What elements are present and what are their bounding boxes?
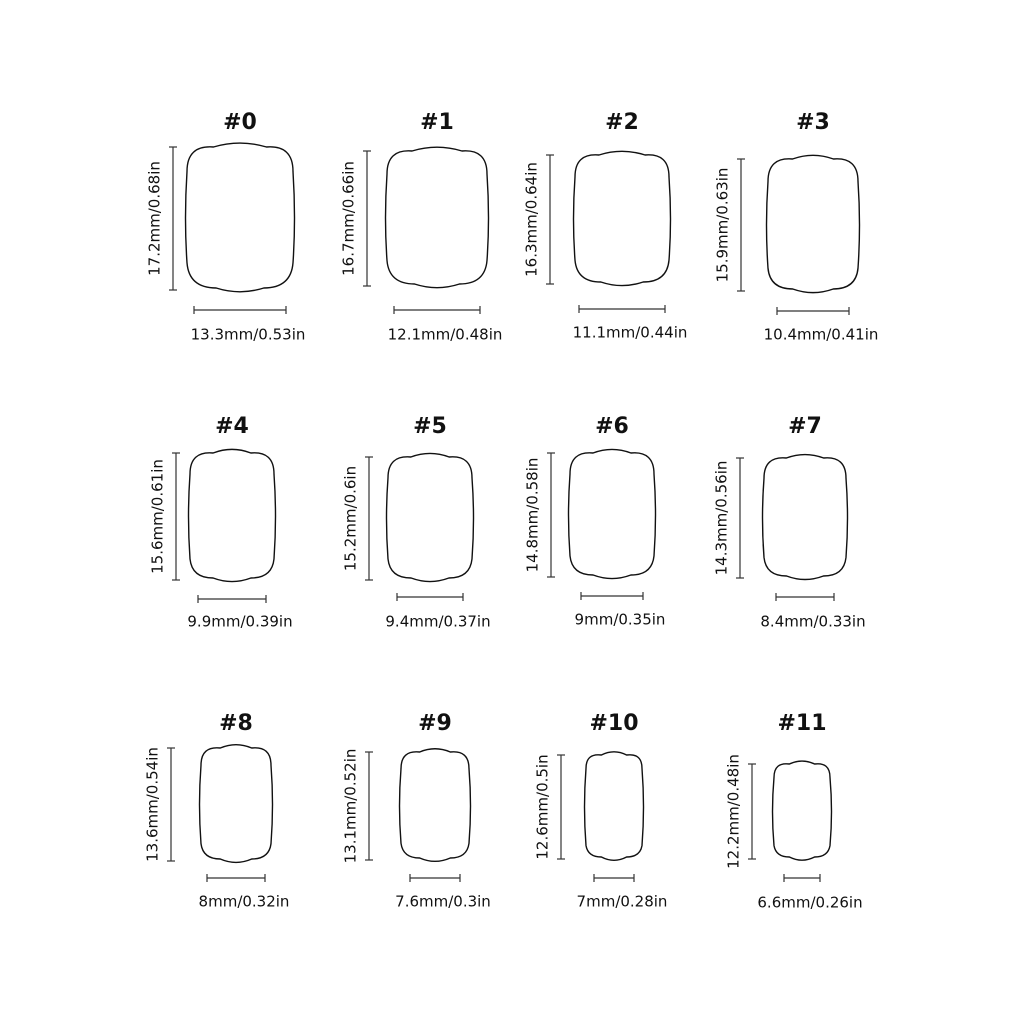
nail-shape (386, 147, 489, 287)
length-dimension-line (557, 755, 565, 859)
width-label: 9.4mm/0.37in (385, 612, 491, 631)
size-item (149, 414, 293, 631)
length-label: 15.6mm/0.61in (148, 459, 167, 574)
width-dimension-line (394, 306, 480, 314)
width-label: 10.4mm/0.41in (763, 325, 879, 344)
length-dimension-line (547, 453, 555, 577)
width-dimension-line (397, 593, 463, 601)
length-dimension-line (363, 151, 371, 286)
width-label: 11.1mm/0.44in (572, 323, 688, 342)
size-item (342, 711, 491, 911)
size-item (342, 414, 491, 631)
width-dimension-line (198, 595, 266, 603)
size-label: #9 (418, 711, 452, 736)
nail-shape (763, 455, 848, 580)
length-label: 15.2mm/0.6in (341, 465, 360, 572)
nail-shape (186, 143, 295, 292)
length-label: 12.6mm/0.5in (533, 754, 552, 860)
size-item (713, 414, 866, 631)
width-dimension-line (784, 874, 820, 882)
nail-shape (569, 449, 656, 578)
width-label: 13.3mm/0.53in (190, 325, 306, 344)
size-item (534, 711, 668, 911)
width-label: 7mm/0.28in (576, 892, 668, 911)
size-label: #7 (788, 414, 822, 439)
width-label: 9.9mm/0.39in (187, 612, 293, 631)
nail-shape (189, 449, 276, 581)
size-label: #4 (215, 414, 249, 439)
size-label: #3 (796, 110, 830, 135)
length-dimension-line (172, 453, 180, 580)
length-label: 13.1mm/0.52in (341, 748, 360, 864)
nail-shape (773, 761, 832, 860)
size-item (144, 711, 290, 911)
length-label: 15.9mm/0.63in (713, 167, 732, 283)
nail-shape (387, 453, 474, 581)
length-label: 14.3mm/0.56in (712, 460, 731, 576)
length-dimension-line (167, 748, 175, 861)
width-label: 8mm/0.32in (198, 892, 290, 911)
length-label: 14.8mm/0.58in (523, 457, 542, 573)
nail-shape (400, 749, 471, 862)
width-dimension-line (207, 874, 265, 882)
length-label: 12.2mm/0.48in (724, 754, 743, 869)
size-label: #0 (223, 110, 257, 135)
size-label: #11 (777, 711, 827, 736)
size-item (725, 711, 863, 912)
size-item (340, 110, 503, 344)
width-dimension-line (579, 305, 665, 313)
length-dimension-line (365, 457, 373, 580)
nail-shape (200, 745, 273, 863)
width-dimension-line (777, 307, 849, 315)
nail-shape (767, 155, 860, 292)
length-dimension-line (736, 458, 744, 578)
width-label: 7.6mm/0.3in (395, 892, 491, 911)
length-label: 13.6mm/0.54in (143, 747, 162, 862)
length-dimension-line (169, 147, 177, 290)
size-item (714, 110, 879, 344)
width-label: 12.1mm/0.48in (387, 325, 503, 344)
size-label: #1 (420, 110, 454, 135)
width-label: 8.4mm/0.33in (760, 612, 866, 631)
size-label: #10 (589, 711, 639, 736)
width-dimension-line (194, 306, 286, 314)
nail-shape (585, 752, 644, 860)
size-label: #5 (413, 414, 447, 439)
size-label: #8 (219, 711, 253, 736)
size-label: #2 (605, 110, 639, 135)
size-item (523, 110, 688, 342)
length-dimension-line (737, 159, 745, 291)
length-dimension-line (546, 155, 554, 284)
width-dimension-line (581, 592, 643, 600)
width-dimension-line (594, 874, 634, 882)
length-label: 17.2mm/0.68in (145, 161, 164, 276)
size-item (146, 110, 306, 344)
length-dimension-line (748, 764, 756, 859)
length-label: 16.3mm/0.64in (522, 162, 541, 277)
width-dimension-line (776, 593, 834, 601)
length-label: 16.7mm/0.66in (339, 161, 358, 276)
length-dimension-line (365, 752, 373, 860)
size-item (524, 414, 666, 629)
nail-shape (574, 151, 671, 285)
size-label: #6 (595, 414, 629, 439)
width-dimension-line (410, 874, 460, 882)
width-label: 6.6mm/0.26in (757, 893, 863, 912)
width-label: 9mm/0.35in (574, 610, 666, 629)
